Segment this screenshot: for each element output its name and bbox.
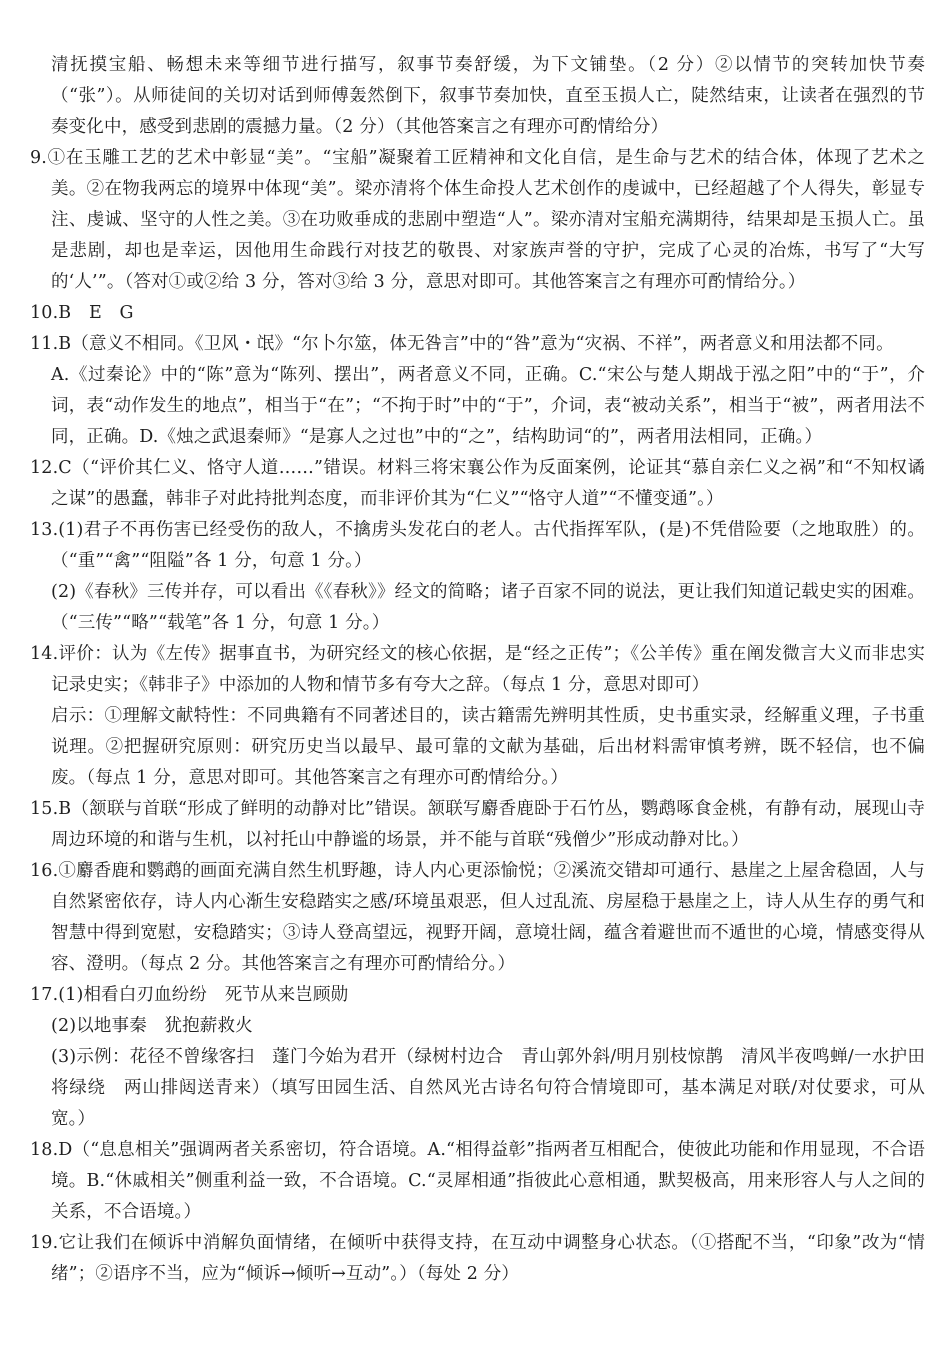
answer-14-insight: 启示：①理解文献特性：不同典籍有不同著述目的，读古籍需先辨明其性质，史书重实录，经解重义理，子书重说理。②把握研究原则：研究历史当以最早、最可靠的文献为基础，后出材料需审慎考辨，既不轻信，也不偏废。（每点 1 分，意思对即可。其他答案言之有理亦可酌情给分。） bbox=[51, 706, 925, 788]
answer-11: 11.B（意义不相同。《卫风・氓》“尔卜尔筮，体无咎言”中的“咎”意为“灾祸、不祥”，两者意义和用法都不同。 bbox=[30, 334, 894, 354]
answer-17-part2: (2)以地事秦 犹抱薪救火 bbox=[51, 1016, 253, 1036]
answer-9: 9.①在玉雕工艺的艺术中彰显“美”。“宝船”凝聚着工匠精神和文化自信，是生命与艺术的结合体，体现了艺术之美。②在物我两忘的境界中体现“美”。梁亦清将个体生命投人艺术创作的虔诚中，已经超越了个人得失，彰显专注、虔诚、坚守的人性之美。③在功败垂成的悲剧中塑造“人”。梁亦清对宝船充满期待，结果却是玉损人亡。虽是悲剧，却也是幸运，因他用生命践行对技艺的敬畏、对家族声誉的守护，完成了心灵的冶炼，书写了“大写的‘人’”。（答对①或②给 3 分，答对③给 3 分，意思对即可。其他答案言之有理亦可酌情给分。） bbox=[30, 148, 925, 292]
answer-13-part2: (2)《春秋》三传并存，可以看出《《春秋》》经文的简略；诸子百家不同的说法，更让我们知道记载史实的困难。（“三传”“略”“载笔”各 1 分，句意 1 分。） bbox=[51, 582, 925, 633]
answer-13-part1: 13.(1)君子不再伤害已经受伤的敌人，不擒虏头发花白的老人。古代指挥军队，(是)不凭借险要（之地取胜）的。（“重”“禽”“阻隘”各 1 分，句意 1 分。） bbox=[30, 520, 925, 571]
answer-12: 12.C（“评价其仁义、恪守人道……”错误。材料三将宋襄公作为反面案例，论证其“慕自亲仁义之祸”和“不知权谲之谋”的愚蠢，韩非子对此持批判态度，而非评价其为“仁义”“恪守人道”“不懂变通”。） bbox=[30, 458, 925, 509]
answer-11-detail: A.《过秦论》中的“陈”意为“陈列、摆出”，两者意义不同，正确。C.“宋公与楚人期战于泓之阳”中的“于”，介词，表“动作发生的地点”，相当于“在”；“不拘于时”中的“于”，介词，表“被动关系”，相当于“被”，两者用法不同，正确。D.《烛之武退秦师》“是寡人之过也”中的“之”，结构助词“的”，两者用法相同，正确。） bbox=[51, 365, 925, 447]
answer-key-page bbox=[30, 50, 925, 1290]
answer-17-part1: 17.(1)相看白刃血纷纷 死节从来岂顾勋 bbox=[30, 985, 349, 1005]
answer-19: 19.它让我们在倾诉中消解负面情绪，在倾听中获得支持，在互动中调整身心状态。（①搭配不当，“印象”改为“情绪”；②语序不当，应为“倾诉→倾听→互动”。）（每处 2 分） bbox=[30, 1233, 925, 1284]
answer-17-part3: (3)示例：花径不曾缘客扫 蓬门今始为君开（绿树村边合 青山郭外斜/明月别枝惊鹊 清风半夜鸣蝉/一水护田将绿绕 两山排闼送青来）（填写田园生活、自然风光古诗名句符合情境即可，基本满足对联/对仗要求，可从宽。） bbox=[51, 1047, 925, 1129]
answer-18: 18.D（“息息相关”强调两者关系密切，符合语境。A.“相得益彰”指两者互相配合，使彼此功能和作用显现，不合语境。B.“休戚相关”侧重利益一致，不合语境。C.“灵犀相通”指彼此心意相通，默契极高，用来形容人与人之间的关系，不合语境。） bbox=[30, 1140, 925, 1222]
answer-15: 15.B（颔联与首联“形成了鲜明的动静对比”错误。颔联写麝香鹿卧于石竹丛，鹦鹉啄食金桃，有静有动，展现山寺周边环境的和谐与生机，以衬托山中静谧的场景，并不能与首联“残僧少”形成动静对比。） bbox=[30, 799, 925, 850]
answer-14-evaluation: 14.评价：认为《左传》据事直书，为研究经文的核心依据，是“经之正传”；《公羊传》重在阐发微言大义而非忠实记录史实；《韩非子》中添加的人物和情节多有夸大之辞。（每点 1 分，意思对即可） bbox=[30, 644, 925, 695]
answer-10: 10.B E G bbox=[30, 303, 134, 323]
answer-8-continuation: 清抚摸宝船、畅想未来等细节进行描写，叙事节奏舒缓，为下文铺垫。（2 分）②以情节的突转加快节奏（“张”）。从师徒间的关切对话到师傅轰然倒下，叙事节奏加快，直至玉损人亡，陡然结束，让读者在强烈的节奏变化中，感受到悲剧的震撼力量。（2 分）（其他答案言之有理亦可酌情给分） bbox=[51, 55, 925, 137]
answer-16: 16.①麝香鹿和鹦鹉的画面充满自然生机野趣，诗人内心更添愉悦；②溪流交错却可通行、悬崖之上屋舍稳固，人与自然紧密依存，诗人内心渐生安稳踏实之感/环境虽艰恶，但人过乱流、房屋稳于悬崖之上，诗人从生存的勇气和智慧中得到宽慰，安稳踏实；③诗人登高望远，视野开阔，意境壮阔，蕴含着避世而不遁世的心境，情感变得从容、澄明。（每点 2 分。其他答案言之有理亦可酌情给分。） bbox=[30, 861, 925, 974]
